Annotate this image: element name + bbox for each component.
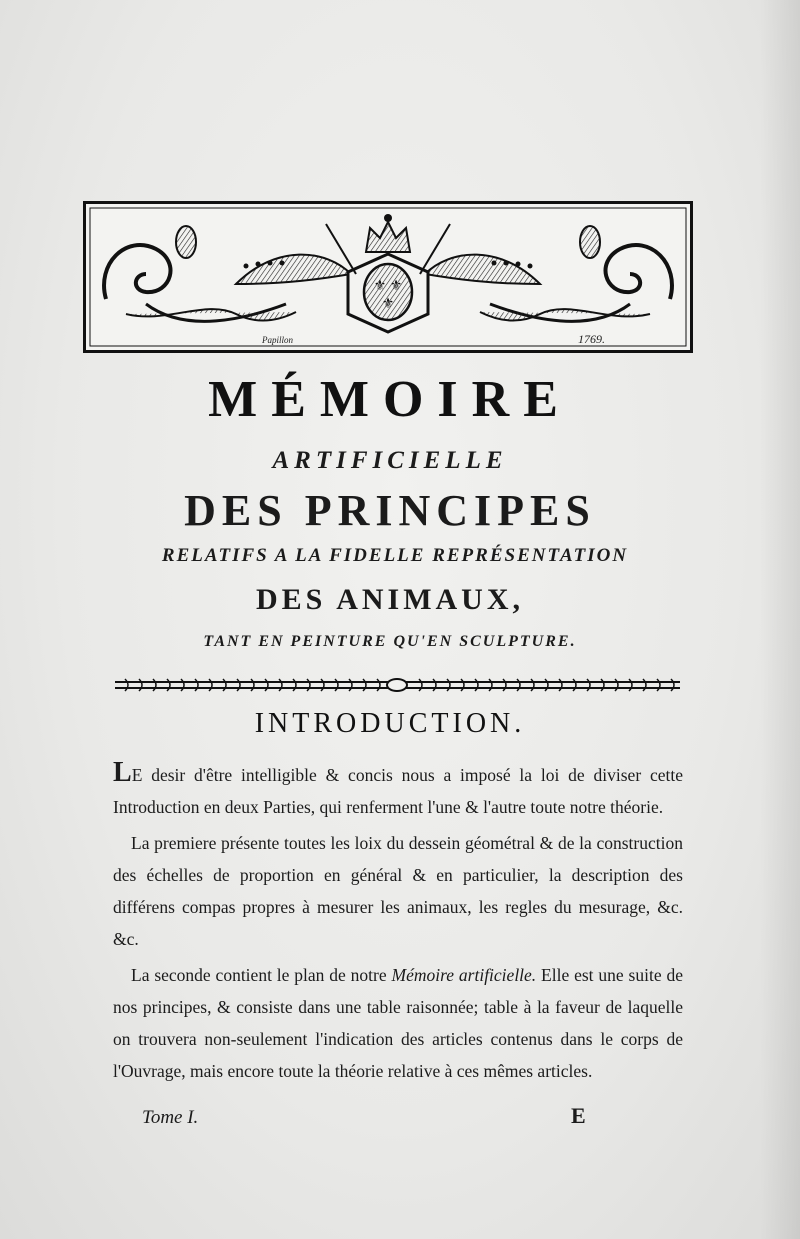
title-relatifs: RELATIFS A LA FIDELLE REPRÉSENTATION [161, 545, 629, 566]
rule-tick [335, 679, 338, 691]
rule-tick [349, 679, 352, 691]
headpiece-engraving [86, 204, 690, 350]
rule-tick [293, 679, 296, 691]
rule-tick [195, 679, 198, 691]
rule-tick [279, 679, 282, 691]
headpiece-date: 1769. [578, 332, 605, 346]
page-edge-shadow [760, 0, 800, 1239]
rule-tick [209, 679, 212, 691]
ornamental-headpiece [83, 201, 693, 353]
rule-tick [461, 679, 464, 691]
rule-tick [559, 679, 562, 691]
rule-tick [223, 679, 226, 691]
paragraph-2: La premiere présente toutes les loix du dessein géométral & de la construction des échelles de proportion en général & en particulier, la description des différens compas propres à mesurer les animaux, les regles du mesurage, &c. &c. [113, 833, 683, 949]
rule-tick [545, 679, 548, 691]
rule-tick [265, 679, 268, 691]
paragraph-3-rest: Elle est une suite de nos principes, & consiste dans une table raisonnée; table à la faveur de laquelle on trouvera non-seulement l'indication des articles contenus dans le corps de l'Ouvrage, mais encore toute la théorie relative à ces mêmes articles. [113, 965, 683, 1081]
rule-tick [181, 679, 184, 691]
paragraph-1-text: E desir d'être intelligible & concis nous a imposé la loi de diviser cette Introduction en deux Parties, qui renferment l'une & l'autre toute notre théorie. [113, 765, 683, 817]
paragraph-3-start: La seconde contient le plan de notre [131, 965, 392, 985]
body-text [113, 757, 683, 1091]
rule-tick [377, 679, 380, 691]
rule-tick [587, 679, 590, 691]
rule-tick [251, 679, 254, 691]
rule-tick [629, 679, 632, 691]
rule-tick [167, 679, 170, 691]
rule-tick [139, 679, 142, 691]
title-tant-en-peinture: TANT EN PEINTURE QU'EN SCULPTURE. [203, 633, 577, 650]
engraver-signature: Papillon [262, 335, 293, 345]
rule-tick [643, 679, 646, 691]
drop-cap: L [113, 757, 132, 788]
rule-tick [307, 679, 310, 691]
rule-tick [601, 679, 604, 691]
title-des-principes: DES PRINCIPES [184, 486, 596, 535]
rule-tick [573, 679, 576, 691]
rule-tick [419, 679, 422, 691]
volume-number: Tome I. [142, 1107, 199, 1128]
paragraph-1 [113, 757, 683, 823]
ornamental-rule [115, 675, 680, 695]
rule-tick [671, 679, 674, 691]
rule-tick [503, 679, 506, 691]
rule-tick [433, 679, 436, 691]
rule-tick [447, 679, 450, 691]
rule-tick [153, 679, 156, 691]
rule-tick [237, 679, 240, 691]
paragraph-3-italic: Mémoire artificielle. [391, 965, 537, 985]
rule-tick [125, 679, 128, 691]
title-des-animaux: DES ANIMAUX, [255, 583, 525, 616]
svg-text:⚜ ⚜: ⚜ ⚜ [373, 279, 403, 294]
rule-tick [321, 679, 324, 691]
rule-tick [531, 679, 534, 691]
signature-mark: E [571, 1103, 586, 1128]
section-heading: INTRODUCTION. [254, 708, 526, 739]
rule-tick [517, 679, 520, 691]
rule-tick [489, 679, 492, 691]
rule-tick [657, 679, 660, 691]
svg-text:⚜: ⚜ [381, 297, 395, 312]
rule-tick [615, 679, 618, 691]
title-artificielle: ARTIFICIELLE [272, 447, 508, 474]
rule-tick [475, 679, 478, 691]
paragraph-3 [113, 959, 683, 1087]
title-memoire: MÉMOIRE [208, 371, 572, 428]
rule-tick [363, 679, 366, 691]
